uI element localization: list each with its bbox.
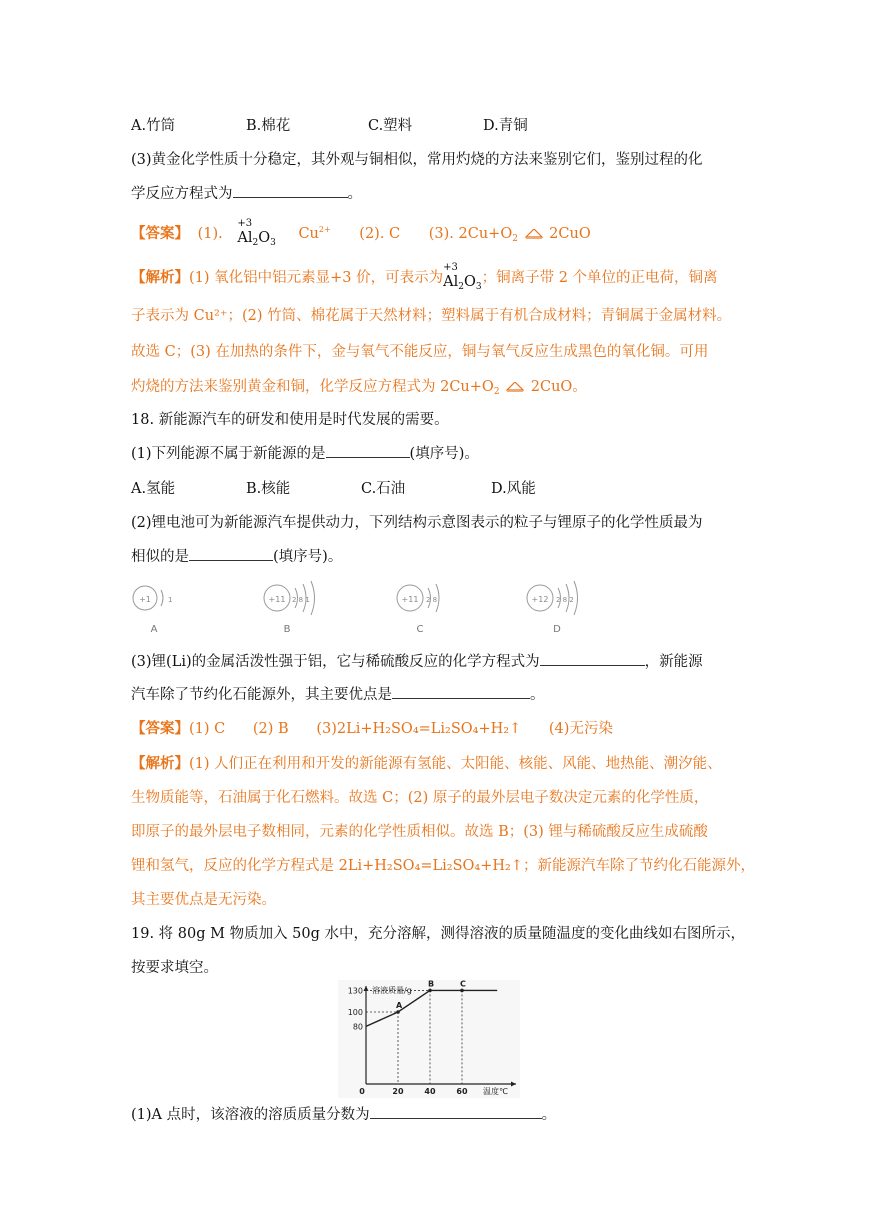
answer-blank xyxy=(540,664,645,666)
analysis-tag: 【解析】 xyxy=(131,269,189,286)
atom-d-shells: 2 8 2 xyxy=(556,596,574,604)
q17-part3-line1: (3)黄金化学性质十分稳定，其外观与铜相似，常用灼烧的方法来鉴别它们，鉴别过程的化 xyxy=(131,152,703,168)
point-label-c: C xyxy=(460,980,466,989)
q18-analysis-line5: 其主要优点是无污染。 xyxy=(131,892,276,908)
q18-part1 xyxy=(131,442,479,463)
point-a xyxy=(396,1010,400,1014)
answer-tag: 【答案】 xyxy=(131,720,189,737)
y-tick-label: 80 xyxy=(352,1022,363,1032)
chart-ylabel: 溶液质量/g xyxy=(372,986,412,995)
atom-d-nucleus: +12 xyxy=(531,595,549,604)
atom-diagram-a xyxy=(133,586,172,635)
atom-b-shells: 2 8 1 xyxy=(292,596,310,604)
atom-diagram-d xyxy=(527,581,578,635)
answer-tag: 【答案】 xyxy=(131,225,189,242)
atom-c-label: C xyxy=(416,624,424,635)
q19-part1-text: (1)A 点时，该溶液的溶质质量分数为 xyxy=(131,1107,370,1123)
point-label-a: A xyxy=(396,1001,403,1010)
q17-analysis-line1 xyxy=(131,262,718,292)
x-tick-label: 0 xyxy=(359,1087,365,1096)
atom-a-shells: 1 xyxy=(168,596,173,604)
q19-chart xyxy=(338,980,520,1098)
option-b: B.核能 xyxy=(246,481,291,497)
analysis-text: (1) 氧化铝中铝元素显+3 价，可表示为 xyxy=(189,270,444,286)
heat-triangle-icon xyxy=(506,382,524,392)
answer-blank xyxy=(189,559,273,561)
chart-background xyxy=(338,980,520,1098)
al2o3-formula: +3 $Al_2O_3$ xyxy=(237,218,276,248)
answer-text: (1) C (2) B (3)2Li+H₂SO₄=Li₂SO₄+H₂↑ (4)无污染 xyxy=(189,721,613,737)
valence-label-inline: +3 xyxy=(443,262,458,273)
q18-part3-text2: 汽车除了节约化石能源外，其主要优点是 xyxy=(131,687,392,703)
o-symbol: O xyxy=(258,230,271,246)
q17-part3-text: 学反应方程式为 xyxy=(131,186,233,202)
answer-blank xyxy=(233,196,348,198)
analysis-text: (1) 人们正在利用和开发的新能源有氢能、太阳能、核能、风能、地热能、潮汐能、 xyxy=(189,756,722,772)
chart-xlabel: 温度℃ xyxy=(483,1087,508,1096)
heat-triangle-icon xyxy=(525,229,543,239)
q18-part3-line2 xyxy=(131,683,545,704)
answer-part2: (2). C xyxy=(359,226,401,242)
answer-blank xyxy=(370,1117,542,1119)
cu-ion: $Cu^{2+}$ xyxy=(298,225,331,242)
point-label-b: B xyxy=(428,980,435,989)
option-c: C.塑料 xyxy=(368,118,413,134)
atom-diagram-b xyxy=(264,581,315,635)
al2o3-formula-inline: +3 $Al_2O_3$ xyxy=(443,262,482,292)
q18-part2-line2 xyxy=(131,545,342,566)
atom-b-nucleus: +11 xyxy=(268,595,286,604)
q17-part3-line2 xyxy=(131,182,362,203)
cu-symbol: Cu xyxy=(298,226,319,242)
q18-part2-line1: (2)锂电池可为新能源汽车提供动力，下列结构示意图表示的粒子与锂原子的化学性质最为 xyxy=(131,515,703,531)
analysis-text-l4: 灼烧的方法来鉴别黄金和铜，化学反应方程式为 2Cu+O xyxy=(131,379,494,395)
option-a: A.氢能 xyxy=(131,481,176,497)
q18-answer xyxy=(131,717,613,738)
atom-diagram-c xyxy=(397,584,439,635)
q17-analysis-line3: 故选 C；(3) 在加热的条件下，金与氧气不能反应，铜与氧气反应生成黑色的氧化铜。可用 xyxy=(131,344,709,360)
point-c xyxy=(460,989,464,993)
x-tick-label: 40 xyxy=(424,1087,436,1096)
analysis-product: 2CuO。 xyxy=(530,379,587,395)
al-symbol-inline: Al xyxy=(443,274,459,290)
al-symbol: Al xyxy=(237,230,253,246)
q19-part1 xyxy=(131,1103,556,1124)
q19-line1: 19. 将 80g M 物质加入 50g 水中，充分溶解，测得溶液的质量随温度的变化曲线如右图所示， xyxy=(131,926,746,942)
q17-answer: 【答案】 (1). +3 $Al_2O_3$ $Cu^{2+}$ (2). C (3). $2Cu+O_2$ 2CuO xyxy=(131,218,591,248)
q17-analysis-line4: 灼烧的方法来鉴别黄金和铜，化学反应方程式为 $2Cu+O_2$ 2CuO。 xyxy=(131,379,587,397)
atom-d-label: D xyxy=(553,624,561,635)
option-d: D.青铜 xyxy=(483,118,528,134)
q18-part3-end: ，新能源 xyxy=(644,654,703,670)
q18-analysis-line4: 锂和氢气，反应的化学方程式是 2Li+H₂SO₄=Li₂SO₄+H₂↑；新能源汽车除了节约化石能源外， xyxy=(131,858,755,874)
atom-diagrams xyxy=(120,578,640,642)
analysis-text-cont: ；铜离子带 2 个单位的正电荷，铜离 xyxy=(481,270,718,286)
atom-c-shells: 2 8 xyxy=(426,596,438,604)
point-b xyxy=(428,989,432,993)
option-c: C.石油 xyxy=(361,481,406,497)
atom-c-nucleus: +11 xyxy=(401,595,419,604)
answer-blank xyxy=(326,456,410,458)
atom-a-label: A xyxy=(150,624,158,635)
o-symbol-inline: O xyxy=(463,274,476,290)
q18-part2-text: 相似的是 xyxy=(131,549,189,565)
option-d: D.风能 xyxy=(491,481,536,497)
q18-analysis-line2: 生物质能等，石油属于化石燃料。故选 C；(2) 原子的最外层电子数决定元素的化学性质， xyxy=(131,790,709,806)
q18-part3-text: (3)锂(Li)的金属活泼性强于铝，它与稀硫酸反应的化学方程式为 xyxy=(131,654,540,670)
analysis-tag: 【解析】 xyxy=(131,755,189,772)
q18-part1-end: (填序号)。 xyxy=(409,446,479,462)
answer-blank xyxy=(392,697,530,699)
atom-a-nucleus: +1 xyxy=(139,595,151,604)
q19-part1-end: 。 xyxy=(541,1107,557,1123)
y-tick-label: 130 xyxy=(347,986,363,996)
answer-part1: (1). xyxy=(197,226,223,242)
q19-line2: 按要求填空。 xyxy=(131,960,218,976)
x-tick-label: 60 xyxy=(456,1087,468,1096)
answer-product: 2CuO xyxy=(549,226,591,242)
q18-part3-end2: 。 xyxy=(530,687,545,703)
q18-title: 18. 新能源汽车的研发和使用是时代发展的需要。 xyxy=(131,412,449,428)
option-a: A.竹筒 xyxy=(131,118,176,134)
q17-part3-end: 。 xyxy=(347,186,362,202)
q17-analysis-line2: 子表示为 Cu²⁺；(2) 竹筒、棉花属于天然材料；塑料属于有机合成材料；青铜属于金属材料。 xyxy=(131,308,732,324)
q18-part2-end: (填序号)。 xyxy=(273,549,343,565)
option-b: B.棉花 xyxy=(246,118,291,134)
q18-part3-line1 xyxy=(131,650,703,671)
answer-part3: (3). 2Cu+O xyxy=(428,226,513,242)
q18-analysis-line3: 即原子的最外层电子数相同，元素的化学性质相似。故选 B；(3) 锂与稀硫酸反应生成硫酸 xyxy=(131,824,708,840)
valence-label: +3 xyxy=(237,218,253,229)
y-tick-label: 100 xyxy=(347,1008,363,1017)
q18-part1-text: (1)下列能源不属于新能源的是 xyxy=(131,446,326,462)
x-tick-label: 20 xyxy=(392,1087,404,1096)
atom-b-label: B xyxy=(283,624,291,635)
q18-analysis-line1 xyxy=(131,752,722,773)
